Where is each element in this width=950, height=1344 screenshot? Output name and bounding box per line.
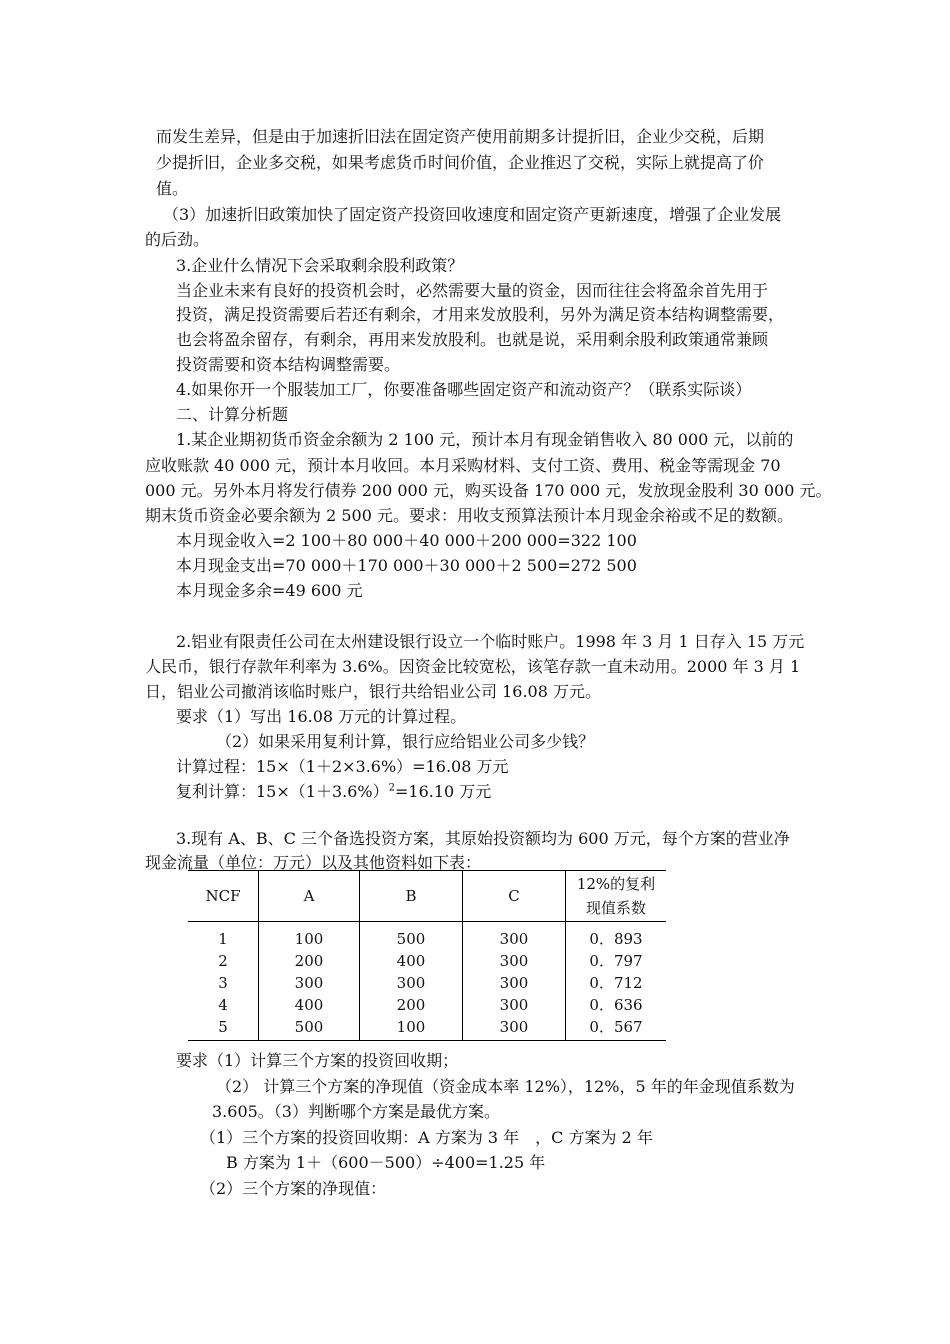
text-line: 本月现金支出=70 000＋170 000＋30 000＋2 500=272 500 — [176, 556, 637, 575]
text-line: 期末货币资金必要余额为 2 500 元。要求：用收支预算法预计本月现金余裕或不足的数额。 — [145, 506, 793, 525]
table-header-cell: NCF — [188, 871, 259, 922]
text-line: 3.605。（3）判断哪个方案是最优方案。 — [212, 1102, 500, 1121]
table-header-cell: C — [463, 871, 566, 922]
text-line: 本月现金多余=49 600 元 — [176, 581, 363, 600]
table-cell: 300 — [259, 972, 360, 994]
text-line: 现金流量（单位：万元）以及其他资料如下表： — [145, 853, 482, 872]
table-cell: 100 — [360, 1016, 463, 1041]
table-cell: 0．893 — [566, 922, 667, 951]
table-cell: 0．797 — [566, 950, 667, 972]
text-line: B 方案为 1＋（600－500）÷400=1.25 年 — [226, 1153, 546, 1172]
text-line: 值。 — [156, 179, 189, 198]
table-cell: 300 — [463, 922, 566, 951]
table-cell: 0．712 — [566, 972, 667, 994]
text-line: 少提折旧，企业多交税，如果考虑货币时间价值，企业推迟了交税，实际上就提高了价 — [156, 153, 765, 172]
header-line: 现值系数 — [585, 899, 646, 917]
table-cell: 300 — [360, 972, 463, 994]
superscript: 2 — [388, 782, 395, 794]
text-line: 投资需要和资本结构调整需要。 — [176, 355, 401, 374]
text-line: 应收账款 40 000 元，预计本月收回。本月采购材料、支付工资、费用、税金等需现金 70 — [145, 456, 781, 475]
text-line: （2） 计算三个方案的净现值（资金成本率 12%），12%，5 年的年金现值系数为 — [216, 1077, 795, 1096]
question-heading: 3.企业什么情况下会采取剩余股利政策？ — [176, 256, 464, 275]
text-line: （1）三个方案的投资回收期：A 方案为 3 年 ，C 方案为 2 年 — [200, 1128, 653, 1147]
table-cell: 200 — [360, 994, 463, 1016]
table-row — [188, 922, 666, 951]
text-line: 当企业未来有良好的投资机会时，必然需要大量的资金，因而往往会将盈余首先用于 — [176, 281, 769, 300]
text-line: 也会将盈余留存，有剩余，再用来发放股利。也就是说，采用剩余股利政策通常兼顾 — [176, 330, 769, 349]
text-line: （2）三个方案的净现值： — [200, 1179, 387, 1198]
text-line: 000 元。另外本月将发行债券 200 000 元，购买设备 170 000 元，发放现金股利 30 000 元。 — [145, 481, 832, 500]
text-segment: =16.10 万元 — [394, 782, 492, 801]
text-line: 投资，满足投资需要后若还有剩余，才用来发放股利，另外为满足资本结构调整需要， — [176, 305, 785, 324]
text-line: 本月现金收入=2 100＋80 000＋40 000＋200 000=322 100 — [176, 531, 637, 550]
text-line: 要求（1）计算三个方案的投资回收期； — [176, 1051, 459, 1070]
table-row — [188, 950, 666, 972]
header-line: 12%的复利 — [576, 875, 656, 893]
table-cell: 200 — [259, 950, 360, 972]
table-cell: 300 — [463, 994, 566, 1016]
table-cell: 5 — [188, 1016, 259, 1041]
table-cell: 3 — [218, 974, 228, 992]
table-cell: 400 — [259, 994, 360, 1016]
table-cell: 400 — [360, 950, 463, 972]
text-line: 要求（1）写出 16.08 万元的计算过程。 — [176, 707, 467, 726]
table-cell: 300 — [463, 1016, 566, 1041]
text-line: 计算过程：15×（1＋2×3.6%）=16.08 万元 — [176, 757, 509, 776]
table-cell: 1 — [218, 930, 228, 948]
text-line: （3）加速折旧政策加快了固定资产投资回收速度和固定资产更新速度，增强了企业发展 — [163, 205, 782, 224]
text-line: 3.现有 A、B、C 三个备选投资方案，其原始投资额均为 600 万元，每个方案的营业净 — [176, 829, 790, 848]
text-line: 1.某企业期初货币资金余额为 2 100 元，预计本月有现金销售收入 80 000 元，以前的 — [176, 430, 794, 449]
table-header-row — [188, 871, 666, 922]
table-cell: 500 — [360, 922, 463, 951]
table-row — [188, 972, 666, 994]
table-cell: 4 — [218, 996, 228, 1014]
text-line: 人民币，银行存款年利率为 3.6%。因资金比较宽松，该笔存款一直未动用。2000 年 3 月 1 — [145, 657, 801, 676]
table-cell: 500 — [259, 1016, 360, 1041]
cash-flow-table — [188, 870, 666, 1041]
text-line: 日，铝业公司撤消该临时账户，银行共给铝业公司 16.08 万元。 — [145, 682, 601, 701]
text-line: 2.铝业有限责任公司在太州建设银行设立一个临时账户。1998 年 3 月 1 日存入 15 万元 — [176, 632, 805, 651]
table-cell: 100 — [259, 922, 360, 951]
table-header-cell: B — [360, 871, 463, 922]
text-line: 而发生差异，但是由于加速折旧法在固定资产使用前期多计提折旧，企业少交税，后期 — [156, 127, 765, 146]
question-heading: 4.如果你开一个服装加工厂，你要准备哪些固定资产和流动资产？（联系实际谈） — [176, 380, 752, 399]
text-segment: 复利计算：15×（1＋3.6%） — [176, 782, 389, 801]
section-heading: 二、计算分析题 — [176, 405, 289, 424]
table-header-cell: A — [259, 871, 360, 922]
table-header-cell — [566, 871, 667, 922]
text-line — [176, 782, 491, 802]
table-cell: 300 — [463, 950, 566, 972]
table-cell: 0．567 — [566, 1016, 667, 1041]
table-cell: 2 — [218, 952, 228, 970]
text-line: 的后劲。 — [145, 230, 210, 249]
table-row — [188, 1016, 666, 1041]
table-cell: 0．636 — [566, 994, 667, 1016]
table-cell: 300 — [463, 972, 566, 994]
text-line: （2）如果采用复利计算，银行应给铝业公司多少钱？ — [216, 732, 595, 751]
table-row — [188, 994, 666, 1016]
